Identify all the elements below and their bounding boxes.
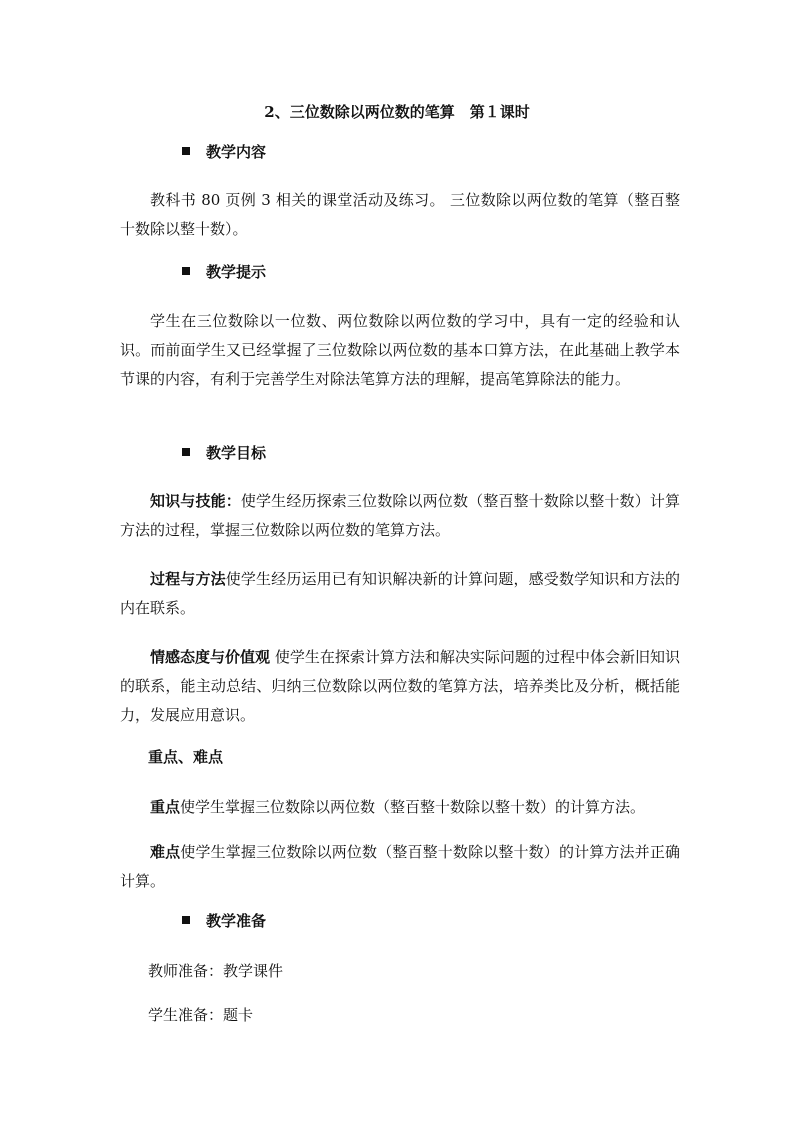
square-bullet-icon (182, 448, 190, 456)
heading-hint-label: 教学提示 (206, 263, 267, 281)
goal-process-text: 使学生经历运用已有知识解决新的计算问题，感受数学知识和方法的内在联系。 (120, 570, 680, 617)
heading-content (182, 140, 266, 164)
goal-process (120, 565, 680, 623)
square-bullet-icon (182, 916, 190, 924)
goal-emotion-label: 情感态度与价值观 (150, 648, 271, 666)
heading-hint (182, 260, 266, 284)
hint-paragraph: 学生在三位数除以一位数、两位数除以两位数的学习中，具有一定的经验和认识。而前面学生又已经掌握了三位数除以两位数的基本口算方法，在此基础上教学本节课的内容，有利于完善学生对除法笔算方法的理解，提高笔算除法的能力。 (120, 312, 680, 388)
heading-goals (182, 441, 266, 465)
heading-key-points: 重点、难点 (148, 748, 224, 766)
goal-knowledge (120, 487, 680, 545)
goal-emotion-text: 使学生在探索计算方法和解决实际问题的过程中体会新旧知识的联系，能主动总结、归纳三位数除以两位数的笔算方法，培养类比及分析，概括能力，发展应用意识。 (120, 648, 680, 724)
goal-knowledge-label: 知识与技能： (150, 492, 241, 510)
content-paragraph: 教科书 80 页例 3 相关的课堂活动及练习。 三位数除以两位数的笔算（整百整十数除以整十数）。 (120, 191, 680, 238)
lesson-title: 2、三位数除以两位数的笔算 第１课时 (264, 103, 530, 121)
difficult-point-text: 使学生掌握三位数除以两位数（整百整十数除以整十数）的计算方法并正确计算。 (120, 843, 680, 890)
heading-content-label: 教学内容 (206, 143, 267, 161)
difficult-point (120, 838, 680, 896)
square-bullet-icon (182, 267, 190, 275)
heading-goals-label: 教学目标 (206, 444, 267, 462)
goal-emotion (120, 643, 680, 730)
heading-prep-label: 教学准备 (206, 912, 267, 930)
goal-knowledge-text: 使学生经历探索三位数除以两位数（整百整十数除以整十数）计算方法的过程，掌握三位数除以两位数的笔算方法。 (120, 492, 680, 539)
teacher-prep: 教师准备：教学课件 (148, 962, 284, 980)
heading-prep (182, 909, 266, 933)
difficult-point-label: 难点 (150, 843, 181, 861)
square-bullet-icon (182, 147, 190, 155)
key-point-label: 重点 (150, 798, 181, 816)
key-point-text: 使学生掌握三位数除以两位数（整百整十数除以整十数）的计算方法。 (180, 798, 646, 816)
key-point (120, 793, 680, 822)
student-prep: 学生准备：题卡 (148, 1006, 254, 1024)
goal-process-label: 过程与方法 (150, 570, 226, 588)
